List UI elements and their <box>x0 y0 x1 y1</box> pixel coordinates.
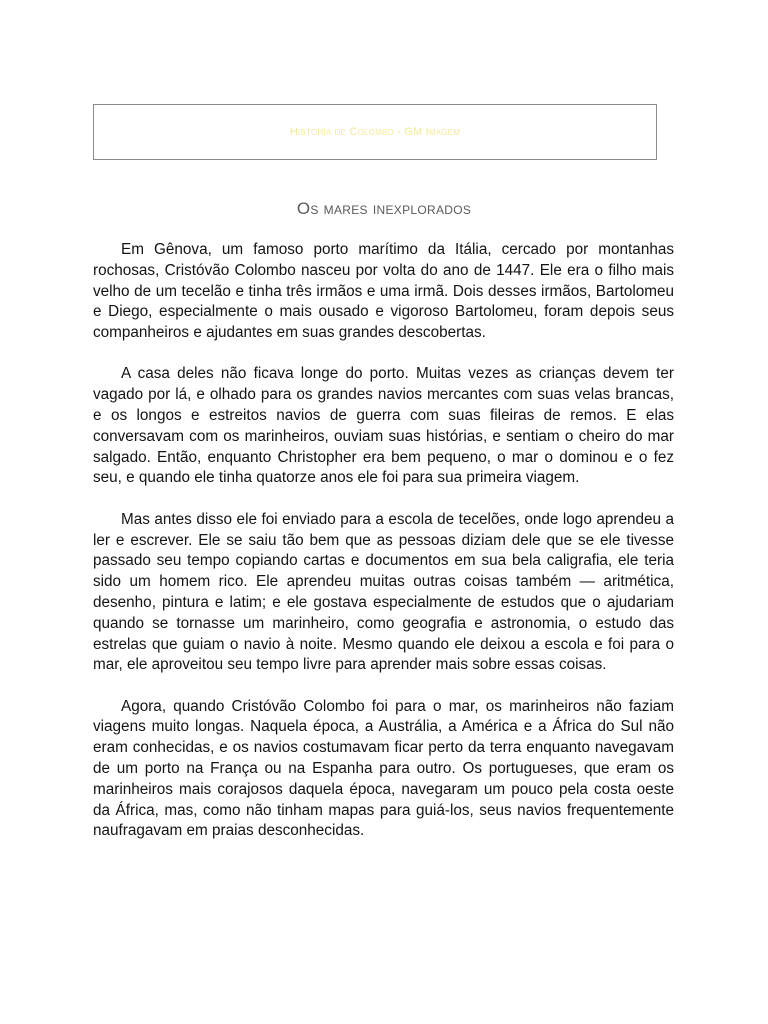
chapter-title: Os mares inexplorados <box>296 199 472 218</box>
body-text <box>93 240 674 863</box>
paragraph-3: Mas antes disso ele foi enviado para a escola de tecelões, onde logo aprendeu a ler e escrever. Ele se saiu tão bem que as pessoas diziam dele que se ele tivesse passado seu tempo copiando cartas e documentos em sua bela caligrafia, ele teria sido um homem rico. Ele aprendeu muitas outras coisas também — aritmética, desenho, pintura e latim; e ele gostava especialmente de estudos que o ajudariam quando se tornasse um marinheiro, como geografia e astronomia, o estudo das estrelas que guiam o navio à noite. Mesmo quando ele deixou a escola e foi para o mar, ele aproveitou seu tempo livre para aprender mais sobre essas coisas. <box>93 510 674 674</box>
paragraph-2: A casa deles não ficava longe do porto. Muitas vezes as crianças devem ter vagado por lá, e olhado para os grandes navios mercantes com suas velas brancas, e os longos e estreitos navios de guerra com suas fileiras de remos. E elas conversavam com os marinheiros, ouviam suas histórias, e sentiam o cheiro do mar salgado. Então, enquanto Christopher era bem pequeno, o mar o dominou e o fez seu, e quando ele tinha quatorze anos ele foi para sua primeira viagem. <box>93 365 674 487</box>
paragraph-1: Em Gênova, um famoso porto marítimo da Itália, cercado por montanhas rochosas, Cristóvão Colombo nasceu por volta do ano de 1447. Ele era o filho mais velho de um tecelão e tinha três irmãos e uma irmã. Dois desses irmãos, Bartolomeu e Diego, especialmente o mais ousado e vigoroso Bartolomeu, foram depois seus companheiros e ajudantes em suas grandes descobertas. <box>93 241 674 342</box>
header-title: História de Colombo - GM Imagem <box>289 126 461 138</box>
paragraph-4: Agora, quando Cristóvão Colombo foi para o mar, os marinheiros não faziam viagens muito longas. Naquela época, a Austrália, a América e a África do Sul não eram conhecidas, e os navios costumavam ficar perto da terra enquanto navegavam de um porto na França ou na Espanha para outro. Os portugueses, que eram os marinheiros mais corajosos daquela época, navegaram um pouco pela costa oeste da África, mas, como não tinham mapas para guiá-los, seus navios frequentemente naufragavam em praias desconhecidas. <box>93 697 674 840</box>
header-box <box>93 104 657 160</box>
